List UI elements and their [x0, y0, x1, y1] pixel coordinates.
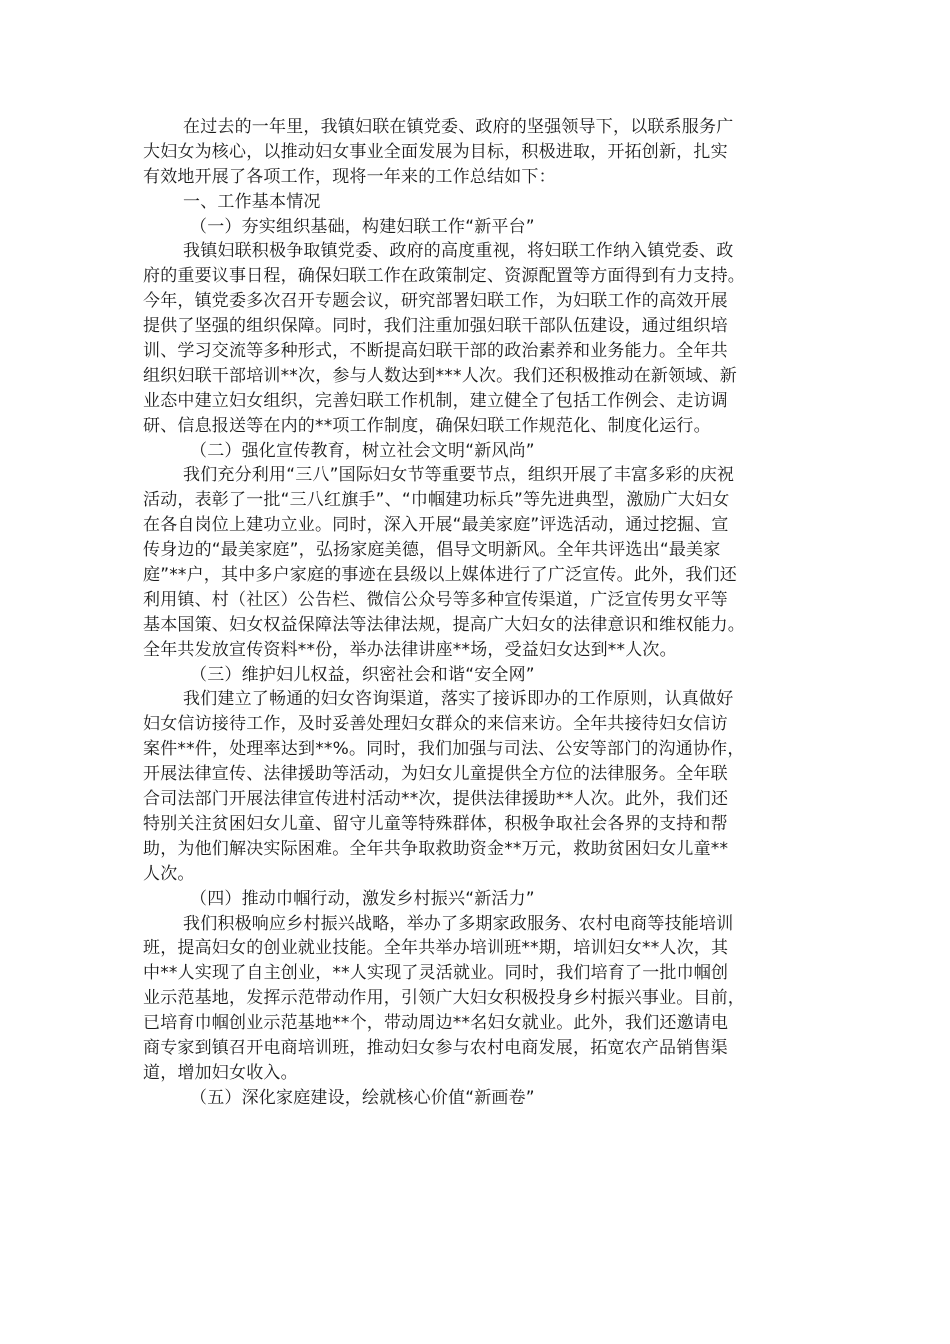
- subsection-heading-1: （一）夯实组织基础，构建妇联工作“新平台”: [190, 216, 535, 237]
- body-line: 妇女信访接待工作，及时妥善处理妇女群众的来信来访。全年共接待妇女信访: [143, 714, 728, 735]
- body-line: 案件**件，处理率达到**%。同时，我们加强与司法、公安等部门的沟通协作，: [143, 739, 745, 760]
- body-line: 我们建立了畅通的妇女咨询渠道，落实了接诉即办的工作原则，认真做好: [183, 689, 734, 710]
- body-line: 开展法律宣传、法律援助等活动，为妇女儿童提供全方位的法律服务。全年联: [143, 764, 728, 785]
- body-line: 我们积极响应乡村振兴战略，举办了多期家政服务、农村电商等技能培训: [183, 913, 734, 934]
- body-line: 特别关注贫困妇女儿童、留守儿童等特殊群体，积极争取社会各界的支持和帮: [143, 813, 728, 834]
- body-line: 庭”**户，其中多户家庭的事迹在县级以上媒体进行了广泛宣传。此外，我们还: [143, 565, 738, 586]
- subsection-heading-3: （三）维护妇儿权益，织密社会和谐“安全网”: [190, 664, 535, 685]
- body-line: 业态中建立妇女组织，完善妇联工作机制，建立健全了包括工作例会、走访调: [143, 390, 728, 411]
- subsection-heading-5: （五）深化家庭建设，绘就核心价值“新画卷”: [190, 1087, 535, 1108]
- body-line: 活动，表彰了一批“三八红旗手”、“巾帼建功标兵”等先进典型，激励广大妇女: [143, 490, 730, 511]
- body-line: 传身边的“最美家庭”，弘扬家庭美德，倡导文明新风。全年共评选出“最美家: [143, 540, 721, 561]
- body-line: 班，提高妇女的创业就业技能。全年共举办培训班**期，培训妇女**人次，其: [143, 938, 729, 959]
- body-line: 我镇妇联积极争取镇党委、政府的高度重视，将妇联工作纳入镇党委、政: [183, 241, 734, 262]
- body-line: 中**人实现了自主创业，**人实现了灵活就业。同时，我们培育了一批巾帼创: [143, 963, 729, 984]
- body-line: 基本国策、妇女权益保障法等法律法规，提高广大妇女的法律意识和维权能力。: [143, 614, 745, 635]
- intro-line: 在过去的一年里，我镇妇联在镇党委、政府的坚强领导下，以联系服务广: [183, 117, 734, 137]
- body-line: 组织妇联干部培训**次，参与人数达到***人次。我们还积极推动在新领域、新: [143, 365, 737, 386]
- body-line: 在各自岗位上建功立业。同时，深入开展“最美家庭”评选活动，通过挖掘、宣: [143, 515, 729, 536]
- body-line: 今年，镇党委多次召开专题会议，研究部署妇联工作，为妇联工作的高效开展: [143, 291, 728, 312]
- body-line: 训、学习交流等多种形式，不断提高妇联干部的政治素养和业务能力。全年共: [143, 341, 728, 362]
- body-line: 道，增加妇女收入。: [143, 1062, 298, 1083]
- body-line: 已培育巾帼创业示范基地**个，带动周边**名妇女就业。此外，我们还邀请电: [143, 1013, 729, 1034]
- body-line: 人次。: [143, 863, 195, 884]
- intro-line: 大妇女为核心，以推动妇女事业全面发展为目标，积极进取，开拓创新，扎实: [143, 141, 728, 162]
- intro-line: 有效地开展了各项工作，现将一年来的工作总结如下：: [143, 166, 556, 187]
- body-line: 全年共发放宣传资料**份，举办法律讲座**场，受益妇女达到**人次。: [143, 639, 677, 660]
- body-line: 我们充分利用“三八”国际妇女节等重要节点，组织开展了丰富多彩的庆祝: [183, 465, 735, 486]
- body-line: 业示范基地，发挥示范带动作用，引领广大妇女积极投身乡村振兴事业。目前，: [143, 988, 745, 1009]
- body-line: 府的重要议事日程，确保妇联工作在政策制定、资源配置等方面得到有力支持。: [143, 266, 745, 287]
- section-heading: 一、工作基本情况: [183, 191, 321, 212]
- subsection-heading-4: （四）推动巾帼行动，激发乡村振兴“新活力”: [190, 888, 535, 909]
- document-page: [143, 115, 823, 1111]
- body-line: 合司法部门开展法律宣传进村活动**次，提供法律援助**人次。此外，我们还: [143, 789, 729, 810]
- body-line: 研、信息报送等在内的**项工作制度，确保妇联工作规范化、制度化运行。: [143, 415, 711, 436]
- body-line: 提供了坚强的组织保障。同时，我们注重加强妇联干部队伍建设，通过组织培: [143, 316, 728, 337]
- subsection-heading-2: （二）强化宣传教育，树立社会文明“新风尚”: [190, 440, 535, 461]
- body-line: 利用镇、村（社区）公告栏、微信公众号等多种宣传渠道，广泛宣传男女平等: [143, 589, 728, 610]
- body-line: 商专家到镇召开电商培训班，推动妇女参与农村电商发展，拓宽农产品销售渠: [143, 1037, 728, 1058]
- body-line: 助，为他们解决实际困难。全年共争取救助资金**万元，救助贫困妇女儿童**: [143, 838, 729, 859]
